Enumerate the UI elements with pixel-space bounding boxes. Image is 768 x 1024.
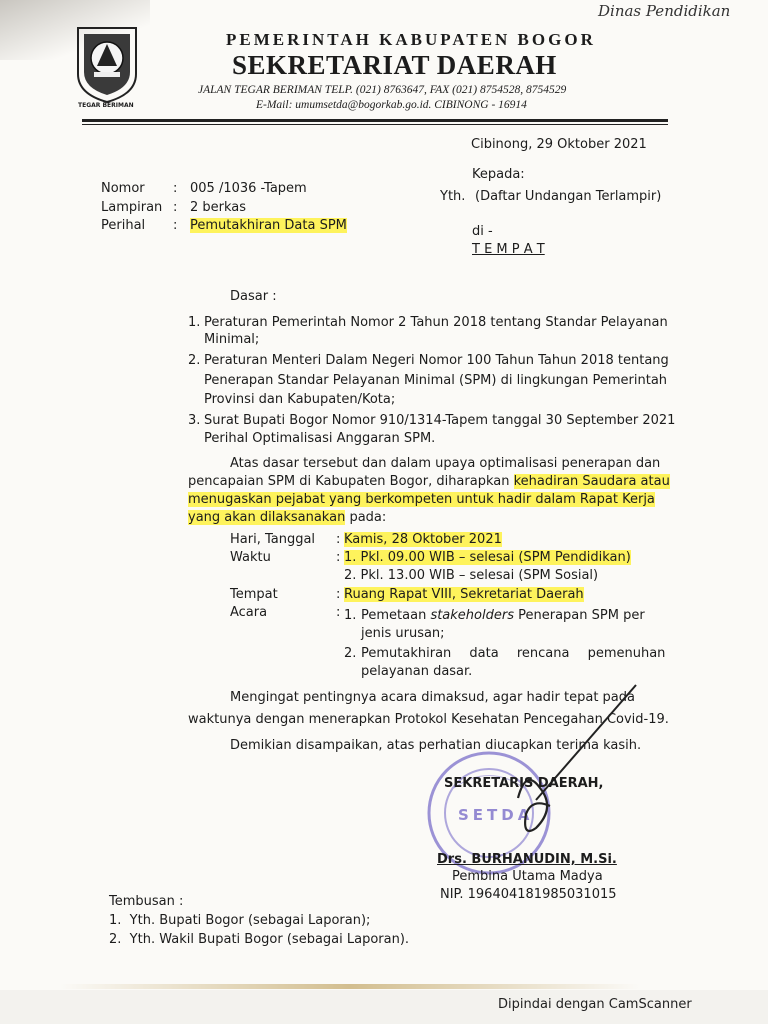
email-line: E-Mail: umumsetda@bogorkab.go.id. CIBINONG - 16914 <box>256 99 527 111</box>
acara-1-a: Pemetaan <box>361 608 431 623</box>
dasar-item-3-num: 3. <box>188 413 201 428</box>
paragraph-line-4-a: yang akan dilaksanakan <box>188 510 346 525</box>
tembusan-item-1: 1. Yth. Bupati Bogor (sebagai Laporan); <box>109 913 371 928</box>
dasar-item-1-line-2: Minimal; <box>204 332 260 347</box>
lampiran-colon: : <box>173 200 178 215</box>
waktu-2: 2. Pkl. 13.00 WIB – selesai (SPM Sosial) <box>344 568 599 583</box>
dasar-item-3-line-2: Perihal Optimalisasi Anggaran SPM. <box>204 431 436 446</box>
header-rule-thick <box>82 119 668 122</box>
closing-line-2: waktunya dengan menerapkan Protokol Kesehatan Pencegahan Covid-19. <box>188 712 669 727</box>
lampiran-label: Lampiran <box>101 200 163 215</box>
recipient-value: (Daftar Undangan Terlampir) <box>475 189 662 204</box>
dasar-heading: Dasar : <box>230 289 277 304</box>
acara-1-c: Penerapan SPM per <box>513 608 645 623</box>
office-title: SEKRETARIAT DAERAH <box>232 50 557 80</box>
regency-logo <box>70 22 144 109</box>
hari-value: Kamis, 28 Oktober 2021 <box>344 532 502 547</box>
closing-line-1: Mengingat pentingnya acara dimaksud, agar hadir tepat pada <box>230 690 635 705</box>
dasar-item-1-line-1: Peraturan Pemerintah Nomor 2 Tahun 2018 tentang Standar Pelayanan <box>204 315 668 330</box>
dasar-item-2-num: 2. <box>188 353 201 368</box>
acara-2-num: 2. <box>344 646 357 661</box>
nomor-colon: : <box>173 181 178 196</box>
paragraph-line-2-b: kehadiran Saudara atau <box>513 474 670 489</box>
tempat-colon: : <box>336 587 341 602</box>
nomor-value: 005 /1036 -Tapem <box>190 181 307 196</box>
signatory-title: SEKRETARIS DAERAH, <box>444 776 604 791</box>
header-rule-thin <box>82 124 668 125</box>
dasar-item-2-line-1: Peraturan Menteri Dalam Negeri Nomor 100 Tahun Tahun 2018 tentang <box>204 353 669 368</box>
paragraph-line-4-b: pada: <box>345 510 387 525</box>
closing-line-3: Demikian disampaikan, atas perhatian diucapkan terima kasih. <box>230 738 642 753</box>
address-line: JALAN TEGAR BERIMAN TELP. (021) 8763647, FAX (021) 8754528, 8754529 <box>198 84 567 96</box>
camscanner-footer: Dipindai dengan CamScanner <box>498 997 692 1012</box>
perihal-label: Perihal <box>101 218 146 233</box>
acara-label: Acara <box>230 605 268 620</box>
handwritten-note: Dinas Pendidikan <box>598 2 731 20</box>
signatory-rank: Pembina Utama Madya <box>452 869 603 884</box>
dasar-item-3-line-1: Surat Bupati Bogor Nomor 910/1314-Tapem tanggal 30 September 2021 <box>204 413 676 428</box>
paragraph-line-1: Atas dasar tersebut dan dalam upaya optimalisasi penerapan dan <box>230 456 661 471</box>
paragraph-line-2 <box>188 474 670 489</box>
di-label: di - <box>472 224 493 239</box>
tembusan-label: Tembusan : <box>109 894 184 909</box>
signatory-nip: NIP. 196404181985031015 <box>440 887 617 902</box>
tempat-value: Ruang Rapat VIII, Sekretariat Daerah <box>344 587 584 602</box>
waktu-label: Waktu <box>230 550 271 565</box>
scan-edge <box>60 984 640 989</box>
nomor-label: Nomor <box>101 181 145 196</box>
lampiran-value: 2 berkas <box>190 200 247 215</box>
date-line: Cibinong, 29 Oktober 2021 <box>471 137 647 152</box>
paragraph-line-3: menugaskan pejabat yang berkompeten untuk hadir dalam Rapat Kerja <box>188 492 655 507</box>
acara-1-num: 1. <box>344 608 357 623</box>
dasar-item-1-num: 1. <box>188 315 201 330</box>
signatory-name: Drs. BURHANUDIN, M.Si. <box>437 852 617 867</box>
acara-1-line-2: jenis urusan; <box>361 626 445 641</box>
yth-label: Yth. <box>440 189 466 204</box>
paragraph-line-2-a: pencapaian SPM di Kabupaten Bogor, diharapkan <box>188 474 514 489</box>
dasar-item-2-line-3: Provinsi dan Kabupaten/Kota; <box>204 392 396 407</box>
perihal-value: Pemutakhiran Data SPM <box>190 218 347 233</box>
hari-colon: : <box>336 532 341 547</box>
handwritten-signature <box>496 680 646 840</box>
acara-colon: : <box>336 605 341 620</box>
perihal-colon: : <box>173 218 178 233</box>
dasar-item-2-line-2: Penerapan Standar Pelayanan Minimal (SPM) di lingkungan Pemerintah <box>204 373 668 388</box>
acara-1-line-1 <box>361 608 645 623</box>
waktu-colon: : <box>336 550 341 565</box>
tembusan-item-2: 2. Yth. Wakil Bupati Bogor (sebagai Laporan). <box>109 932 410 947</box>
acara-1-b: stakeholders <box>430 608 514 623</box>
waktu-1: 1. Pkl. 09.00 WIB – selesai (SPM Pendidikan) <box>344 550 631 565</box>
tempat-label: T E M P A T <box>472 242 545 257</box>
acara-2-line-2: pelayanan dasar. <box>361 664 473 679</box>
hari-label: Hari, Tanggal <box>230 532 316 547</box>
stamp-text: SETDA <box>458 806 534 824</box>
tempat-event-label: Tempat <box>230 587 278 602</box>
logo-caption: TEGAR BERIMAN <box>78 102 134 109</box>
acara-2-line-1: Pemutakhiran data rencana pemenuhan <box>361 646 666 661</box>
kepada-label: Kepada: <box>472 167 525 182</box>
government-title: PEMERINTAH KABUPATEN BOGOR <box>226 30 596 49</box>
paragraph-line-4 <box>188 510 386 525</box>
